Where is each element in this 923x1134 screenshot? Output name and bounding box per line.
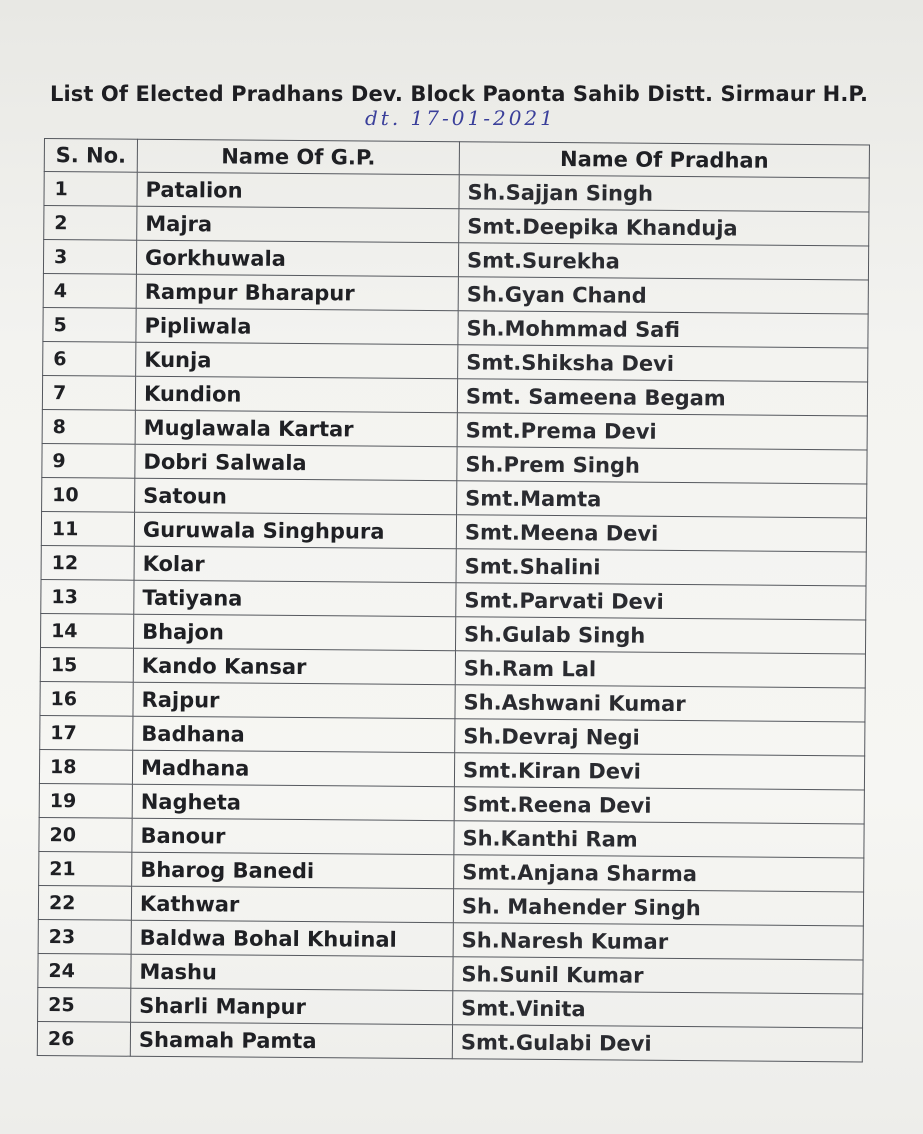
gp-name-cell: Bharog Banedi: [132, 852, 454, 889]
gp-name-cell: Dobri Salwala: [135, 444, 457, 481]
gp-name-cell: Kundion: [135, 376, 457, 413]
gp-name-cell: Nagheta: [132, 784, 454, 821]
gp-name-cell: Rajpur: [133, 682, 455, 719]
gp-name-cell: Guruwala Singhpura: [134, 512, 456, 549]
pradhan-table: [37, 138, 870, 1062]
gp-name-cell: Madhana: [132, 750, 454, 787]
pradhan-name-cell: Sh.Ashwani Kumar: [455, 685, 865, 722]
pradhan-name-cell: Sh.Sunil Kumar: [453, 957, 863, 994]
header-sno: S. No.: [44, 139, 137, 173]
gp-name-cell: Sharli Manpur: [131, 988, 453, 1025]
sno-cell: 4: [43, 273, 136, 308]
sno-cell: 13: [41, 579, 134, 614]
gp-name-cell: Kunja: [136, 342, 458, 379]
sno-cell: 8: [42, 409, 135, 444]
pradhan-name-cell: Smt.Vinita: [453, 991, 863, 1028]
sno-cell: 11: [41, 511, 134, 546]
pradhan-name-cell: Sh.Devraj Negi: [455, 719, 865, 756]
gp-name-cell: Tatiyana: [134, 580, 456, 617]
table-body: [37, 172, 869, 1062]
pradhan-name-cell: Sh.Sajjan Singh: [459, 175, 869, 212]
sno-cell: 7: [42, 375, 135, 410]
pradhan-name-cell: Smt.Reena Devi: [454, 787, 864, 824]
pradhan-name-cell: Sh.Mohmmad Safi: [458, 311, 868, 348]
sno-cell: 21: [39, 851, 132, 886]
gp-name-cell: Bhajon: [133, 614, 455, 651]
pradhan-name-cell: Smt.Mamta: [457, 481, 867, 518]
pradhan-name-cell: Sh.Gyan Chand: [458, 277, 868, 314]
document-title: List Of Elected Pradhans Dev. Block Paonta Sahib Distt. Sirmaur H.P.: [50, 82, 869, 106]
sno-cell: 14: [40, 613, 133, 648]
header-pradhan-name: Name Of Pradhan: [459, 142, 869, 178]
pradhan-name-cell: Sh.Ram Lal: [455, 651, 865, 688]
header-gp-name: Name Of G.P.: [137, 139, 459, 175]
sno-cell: 20: [39, 817, 132, 852]
gp-name-cell: Badhana: [133, 716, 455, 753]
sno-cell: 10: [42, 477, 135, 512]
gp-name-cell: Gorkhuwala: [136, 240, 458, 277]
gp-name-cell: Mashu: [131, 954, 453, 991]
sno-cell: 2: [44, 206, 137, 241]
sno-cell: 26: [37, 1021, 130, 1056]
gp-name-cell: Kathwar: [131, 886, 453, 923]
sno-cell: 19: [39, 783, 132, 818]
sno-cell: 16: [40, 681, 133, 716]
pradhan-name-cell: Smt.Shalini: [456, 549, 866, 586]
sno-cell: 5: [43, 307, 136, 342]
pradhan-name-cell: Sh. Mahender Singh: [453, 889, 863, 926]
sno-cell: 15: [40, 647, 133, 682]
table-row: [37, 1021, 862, 1061]
sno-cell: 1: [44, 172, 137, 207]
pradhan-name-cell: Smt.Prema Devi: [457, 413, 867, 450]
pradhan-name-cell: Smt.Shiksha Devi: [458, 345, 868, 382]
pradhan-name-cell: Smt.Kiran Devi: [454, 753, 864, 790]
pradhan-name-cell: Sh.Naresh Kumar: [453, 923, 863, 960]
gp-name-cell: Muglawala Kartar: [135, 410, 457, 447]
pradhan-name-cell: Sh.Gulab Singh: [455, 617, 865, 654]
gp-name-cell: Kando Kansar: [133, 648, 455, 685]
gp-name-cell: Banour: [132, 818, 454, 855]
sno-cell: 12: [41, 545, 134, 580]
gp-name-cell: Pipliwala: [136, 308, 458, 345]
pradhan-name-cell: Smt.Gulabi Devi: [452, 1025, 862, 1062]
pradhan-name-cell: Smt.Meena Devi: [456, 515, 866, 552]
sno-cell: 6: [43, 341, 136, 376]
pradhan-name-cell: Smt.Parvati Devi: [456, 583, 866, 620]
pradhan-name-cell: Smt.Anjana Sharma: [454, 855, 864, 892]
pradhan-name-cell: Smt.Surekha: [458, 243, 868, 280]
sno-cell: 9: [42, 443, 135, 478]
pradhan-name-cell: Sh.Kanthi Ram: [454, 821, 864, 858]
gp-name-cell: Shamah Pamta: [130, 1022, 452, 1059]
pradhan-name-cell: Smt.Deepika Khanduja: [459, 209, 869, 246]
gp-name-cell: Satoun: [135, 478, 457, 515]
gp-name-cell: Kolar: [134, 546, 456, 583]
gp-name-cell: Patalion: [137, 172, 459, 209]
sno-cell: 23: [38, 919, 131, 954]
pradhan-name-cell: Sh.Prem Singh: [457, 447, 867, 484]
sno-cell: 24: [38, 953, 131, 988]
sno-cell: 18: [39, 749, 132, 784]
sno-cell: 3: [43, 240, 136, 275]
gp-name-cell: Majra: [137, 206, 459, 243]
handwritten-date: dt. 17-01-2021: [365, 106, 556, 130]
gp-name-cell: Baldwa Bohal Khuinal: [131, 920, 453, 957]
sno-cell: 25: [38, 987, 131, 1022]
gp-name-cell: Rampur Bharapur: [136, 274, 458, 311]
sno-cell: 17: [40, 715, 133, 750]
pradhan-name-cell: Smt. Sameena Begam: [457, 379, 867, 416]
sno-cell: 22: [38, 885, 131, 920]
